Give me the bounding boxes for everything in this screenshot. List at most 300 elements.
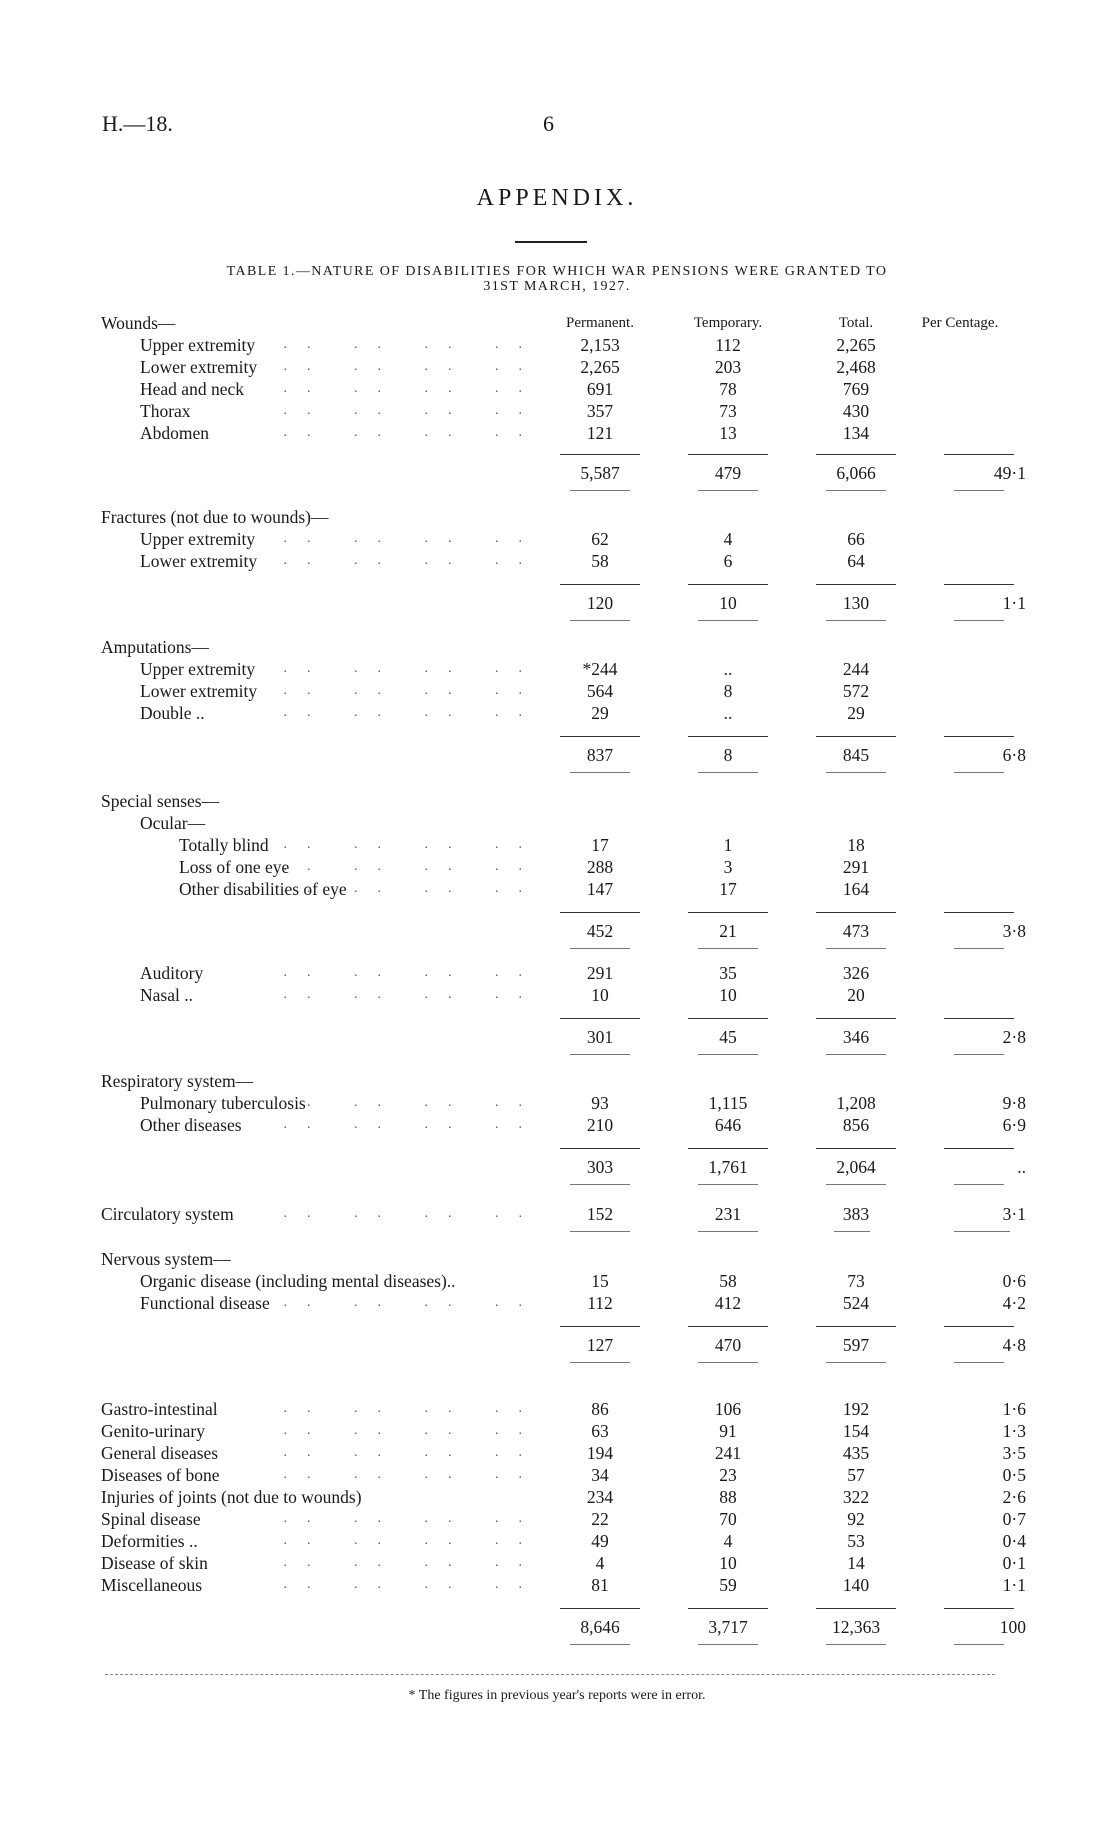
total-cell: 1,208 — [836, 1093, 876, 1113]
permanent-cell: 93 — [591, 1093, 609, 1113]
table-row — [0, 422, 1114, 444]
table-row — [0, 680, 1114, 702]
section-heading-row — [0, 1070, 1114, 1092]
table-row — [0, 1092, 1114, 1114]
permanent-cell: *244 — [582, 659, 618, 679]
row-label: Totally blind — [179, 835, 269, 855]
subtotal-rule-below — [570, 948, 630, 949]
table-row — [0, 1508, 1114, 1530]
row-label: Loss of one eye — [179, 857, 290, 877]
total-cell: 73 — [847, 1271, 865, 1291]
permanent-cell: 49 — [591, 1531, 609, 1551]
total-cell: 2,265 — [836, 335, 876, 355]
section-heading: Ocular— — [140, 813, 206, 833]
subtotal-rule-above — [688, 1018, 768, 1019]
total-cell: 64 — [847, 551, 865, 571]
row-label: Auditory — [140, 963, 204, 983]
row-label: Organic disease (including mental diseases).. — [140, 1271, 456, 1291]
subtotal-rule-below — [826, 948, 886, 949]
permanent-cell: 58 — [591, 551, 609, 571]
dot-leader: .. .. .. .. — [283, 1095, 542, 1110]
table-row — [0, 1486, 1114, 1508]
row-label: Other disabilities of eye — [179, 879, 347, 899]
subtotal-rule-below — [826, 1054, 886, 1055]
dot-leader: .. .. .. .. — [283, 1577, 542, 1592]
permanent-cell: 301 — [586, 1027, 614, 1047]
percentage-cell: 3·5 — [1002, 1443, 1026, 1463]
table-row — [0, 1420, 1114, 1442]
entry-rule-below — [834, 1231, 870, 1232]
subtotal-rule-above — [944, 454, 1014, 455]
permanent-cell: 357 — [586, 401, 614, 421]
dot-leader: .. .. .. .. — [283, 1555, 542, 1570]
temporary-cell: 17 — [719, 879, 737, 899]
subtotal-rule-above — [688, 736, 768, 737]
total-cell: 57 — [847, 1465, 865, 1485]
percentage-cell: 2·8 — [1002, 1027, 1026, 1047]
subtotal-rule-above — [944, 736, 1014, 737]
subtotal-rule-above — [816, 584, 896, 585]
dot-leader: .. .. .. .. — [283, 881, 542, 896]
temporary-cell: 10 — [719, 985, 737, 1005]
row-label: Lower extremity — [140, 681, 258, 701]
subtotal-rule-below — [698, 948, 758, 949]
subtotal-row — [0, 462, 1114, 484]
total-cell: 322 — [842, 1487, 870, 1507]
percentage-cell: 1·6 — [1002, 1399, 1026, 1419]
document-reference: H.—18. — [102, 111, 173, 136]
permanent-cell: 120 — [586, 593, 614, 613]
subtotal-rule-below — [570, 620, 630, 621]
subtotal-rule-below — [954, 948, 1004, 949]
section-heading: Amputations— — [101, 637, 209, 657]
section-heading-row — [0, 636, 1114, 658]
subtotal-row — [0, 592, 1114, 614]
subtotal-rule-above — [688, 1326, 768, 1327]
page-number: 6 — [543, 111, 554, 136]
permanent-cell: 837 — [586, 745, 614, 765]
temporary-cell: 45 — [719, 1027, 737, 1047]
total-cell: 769 — [842, 379, 870, 399]
section-heading-row — [0, 1248, 1114, 1270]
row-label: Functional disease — [140, 1293, 270, 1313]
subtotal-row — [0, 920, 1114, 942]
temporary-cell: 646 — [714, 1115, 742, 1135]
dot-leader: .. .. .. .. — [283, 1423, 542, 1438]
table-row — [0, 878, 1114, 900]
table-row — [0, 1530, 1114, 1552]
total-cell: 14 — [847, 1553, 865, 1573]
subtotal-rule-below — [954, 1644, 1004, 1645]
percentage-cell: 3·8 — [1002, 921, 1026, 941]
dot-leader: .. .. .. .. — [283, 987, 542, 1002]
subtotal-rule-above — [688, 454, 768, 455]
percentage-cell: 4·8 — [1002, 1335, 1026, 1355]
table-row — [0, 1114, 1114, 1136]
percentage-cell: 9·8 — [1002, 1093, 1026, 1113]
permanent-cell: 147 — [586, 879, 614, 899]
total-cell: 140 — [842, 1575, 870, 1595]
subtotal-rule-above — [944, 1018, 1014, 1019]
column-header-permanent: Permanent. — [566, 315, 634, 331]
temporary-cell: 1,115 — [708, 1093, 748, 1113]
column-header-temporary: Temporary. — [693, 315, 763, 331]
total-cell: 845 — [842, 745, 870, 765]
temporary-cell: 412 — [714, 1293, 742, 1313]
total-cell: 29 — [847, 703, 865, 723]
temporary-cell: 4 — [723, 1531, 733, 1551]
dot-leader: .. .. .. .. — [283, 1117, 542, 1132]
subtotal-rule-above — [560, 1608, 640, 1609]
permanent-cell: 15 — [591, 1271, 609, 1291]
temporary-cell: .. — [723, 659, 733, 679]
permanent-cell: 4 — [595, 1553, 605, 1573]
total-cell: 12,363 — [831, 1617, 881, 1637]
row-label: Upper extremity — [140, 335, 256, 355]
permanent-cell: 303 — [586, 1157, 614, 1177]
table-row — [0, 378, 1114, 400]
temporary-cell: 70 — [719, 1509, 737, 1529]
subtotal-rule-below — [570, 490, 630, 491]
permanent-cell: 5,587 — [580, 463, 620, 483]
total-cell: 6,066 — [836, 463, 876, 483]
temporary-cell: 106 — [714, 1399, 742, 1419]
subtotal-rule-above — [560, 912, 640, 913]
table-row — [0, 962, 1114, 984]
section-heading: Fractures (not due to wounds)— — [101, 507, 329, 527]
temporary-cell: 4 — [723, 529, 733, 549]
table-row — [0, 658, 1114, 680]
temporary-cell: 3 — [723, 857, 733, 877]
section-heading-row — [0, 790, 1114, 812]
permanent-cell: 452 — [586, 921, 614, 941]
subtotal-rule-below — [698, 1644, 758, 1645]
row-label: Injuries of joints (not due to wounds) — [101, 1487, 362, 1507]
dot-leader: .. .. .. .. — [283, 425, 542, 440]
table-caption-line-1: TABLE 1.—NATURE OF DISABILITIES FOR WHICH WAR PENSIONS WERE GRANTED TO — [226, 264, 888, 279]
table-row — [0, 1270, 1114, 1292]
permanent-cell: 291 — [586, 963, 614, 983]
row-label: Head and neck — [140, 379, 244, 399]
subtotal-row — [0, 1156, 1114, 1178]
percentage-cell: 100 — [999, 1617, 1026, 1637]
total-cell: 291 — [842, 857, 870, 877]
column-header-percentage: Per Centage. — [921, 315, 999, 331]
permanent-cell: 22 — [591, 1509, 609, 1529]
section-heading-row — [0, 812, 1114, 834]
permanent-cell: 81 — [591, 1575, 609, 1595]
table-row — [0, 1398, 1114, 1420]
total-cell: 383 — [842, 1204, 870, 1224]
subtotal-rule-above — [944, 1608, 1014, 1609]
total-cell: 346 — [842, 1027, 870, 1047]
temporary-cell: 58 — [719, 1271, 737, 1291]
subtotal-rule-above — [816, 1148, 896, 1149]
row-label: Other diseases — [140, 1115, 242, 1135]
row-label: General diseases — [101, 1443, 219, 1463]
percentage-cell: 6·9 — [1002, 1115, 1026, 1135]
permanent-cell: 34 — [591, 1465, 609, 1485]
table-row — [0, 1574, 1114, 1596]
dot-leader: .. .. .. .. — [283, 683, 542, 698]
total-cell: 18 — [847, 835, 865, 855]
permanent-cell: 194 — [586, 1443, 614, 1463]
temporary-cell: 73 — [719, 401, 737, 421]
table-row — [0, 1464, 1114, 1486]
temporary-cell: 78 — [719, 379, 737, 399]
subtotal-rule-below — [954, 1054, 1004, 1055]
total-cell: 66 — [847, 529, 865, 549]
subtotal-rule-below — [826, 1184, 886, 1185]
subtotal-row — [0, 1334, 1114, 1356]
subtotal-rule-below — [826, 772, 886, 773]
percentage-cell: 0·6 — [1002, 1271, 1026, 1291]
percentage-cell: 1·1 — [1002, 593, 1026, 613]
table-row — [0, 400, 1114, 422]
percentage-cell: 3·1 — [1002, 1204, 1026, 1224]
dot-leader: .. .. .. .. — [283, 1206, 542, 1221]
permanent-cell: 2,153 — [580, 335, 620, 355]
subtotal-rule-below — [826, 1362, 886, 1363]
subtotal-rule-below — [570, 772, 630, 773]
permanent-cell: 86 — [591, 1399, 609, 1419]
total-cell: 130 — [842, 593, 870, 613]
row-label: Upper extremity — [140, 659, 256, 679]
subtotal-rule-below — [954, 490, 1004, 491]
footnote: * The figures in previous year's reports were in error. — [408, 1688, 706, 1703]
row-label: Upper extremity — [140, 529, 256, 549]
subtotal-row — [0, 1616, 1114, 1638]
total-cell: 856 — [842, 1115, 870, 1135]
subtotal-rule-below — [570, 1362, 630, 1363]
row-label: Nasal .. — [140, 985, 193, 1005]
temporary-cell: 1,761 — [708, 1157, 748, 1177]
temporary-cell: 10 — [719, 593, 737, 613]
dot-leader: .. .. .. .. — [283, 531, 542, 546]
permanent-cell: 62 — [591, 529, 609, 549]
subtotal-rule-above — [816, 1326, 896, 1327]
subtotal-rule-below — [698, 620, 758, 621]
subtotal-rule-below — [570, 1184, 630, 1185]
dot-leader: .. .. .. .. — [283, 661, 542, 676]
subtotal-rule-below — [954, 620, 1004, 621]
subtotal-rule-above — [560, 584, 640, 585]
subtotal-rule-above — [944, 1326, 1014, 1327]
total-cell: 2,468 — [836, 357, 876, 377]
subtotal-rule-above — [816, 1018, 896, 1019]
table-row — [0, 356, 1114, 378]
dot-leader: .. .. .. .. — [283, 705, 542, 720]
percentage-cell: 0·4 — [1002, 1531, 1026, 1551]
total-cell: 326 — [842, 963, 870, 983]
temporary-cell: 13 — [719, 423, 737, 443]
row-label: Miscellaneous — [101, 1575, 203, 1595]
table-row — [0, 856, 1114, 878]
total-cell: 53 — [847, 1531, 865, 1551]
temporary-cell: 23 — [719, 1465, 737, 1485]
total-cell: 473 — [842, 921, 870, 941]
permanent-cell: 210 — [586, 1115, 614, 1135]
subtotal-rule-below — [698, 490, 758, 491]
total-cell: 572 — [842, 681, 870, 701]
dot-leader: .. .. .. .. — [283, 837, 542, 852]
percentage-cell: 0·1 — [1002, 1553, 1026, 1573]
temporary-cell: 112 — [715, 335, 741, 355]
permanent-cell: 288 — [586, 857, 614, 877]
row-label: Genito-urinary — [101, 1421, 205, 1441]
subtotal-rule-above — [560, 1326, 640, 1327]
table-row — [0, 1442, 1114, 1464]
table-row — [0, 984, 1114, 1006]
temporary-cell: 470 — [714, 1335, 742, 1355]
row-label: Abdomen — [140, 423, 210, 443]
subtotal-rule-below — [698, 1184, 758, 1185]
total-cell: 597 — [842, 1335, 870, 1355]
row-label: Deformities .. — [101, 1531, 198, 1551]
table-row — [0, 702, 1114, 724]
subtotal-rule-below — [698, 772, 758, 773]
subtotal-rule-below — [826, 490, 886, 491]
entry-rule-below — [570, 1231, 630, 1232]
dot-leader: .. .. .. .. — [283, 1467, 542, 1482]
permanent-cell: 17 — [591, 835, 609, 855]
permanent-cell: 29 — [591, 703, 609, 723]
total-cell: 154 — [842, 1421, 870, 1441]
subtotal-rule-below — [570, 1054, 630, 1055]
row-label: Circulatory system — [101, 1204, 234, 1224]
permanent-cell: 234 — [586, 1487, 614, 1507]
total-cell: 524 — [842, 1293, 870, 1313]
dot-leader: .. .. .. .. — [283, 1533, 542, 1548]
subtotal-rule-above — [688, 1608, 768, 1609]
dot-leader: .. .. .. .. — [283, 1511, 542, 1526]
table-row — [0, 834, 1114, 856]
section-heading: Special senses— — [101, 791, 220, 811]
temporary-cell: 1 — [723, 835, 733, 855]
total-cell: 2,064 — [836, 1157, 876, 1177]
permanent-cell: 691 — [586, 379, 614, 399]
percentage-cell: 1·1 — [1002, 1575, 1026, 1595]
subtotal-rule-above — [816, 1608, 896, 1609]
table-row — [0, 528, 1114, 550]
row-label: Diseases of bone — [101, 1465, 220, 1485]
entry-rule-below — [698, 1231, 758, 1232]
subtotal-rule-above — [944, 912, 1014, 913]
permanent-cell: 10 — [591, 985, 609, 1005]
subtotal-rule-below — [698, 1362, 758, 1363]
subtotal-rule-below — [826, 620, 886, 621]
subtotal-rule-above — [560, 1148, 640, 1149]
section-heading: Nervous system— — [101, 1249, 231, 1269]
section-heading-row — [0, 312, 1114, 334]
table-row — [0, 1203, 1114, 1225]
row-label: Lower extremity — [140, 551, 258, 571]
total-cell: 192 — [842, 1399, 870, 1419]
subtotal-rule-below — [954, 1184, 1004, 1185]
table-row — [0, 334, 1114, 356]
column-header-total: Total. — [838, 315, 874, 331]
total-cell: 20 — [847, 985, 865, 1005]
subtotal-rule-above — [560, 1018, 640, 1019]
dot-leader: .. .. .. .. — [283, 1401, 542, 1416]
temporary-cell: 10 — [719, 1553, 737, 1573]
row-label: Double .. — [140, 703, 205, 723]
subtotal-rule-below — [826, 1644, 886, 1645]
percentage-cell: .. — [1017, 1157, 1026, 1177]
temporary-cell: 241 — [714, 1443, 742, 1463]
percentage-cell: 49·1 — [993, 463, 1026, 483]
subtotal-rule-above — [816, 454, 896, 455]
temporary-cell: 8 — [723, 745, 733, 765]
dot-leader: .. .. .. .. — [283, 381, 542, 396]
table-row — [0, 1552, 1114, 1574]
total-cell: 244 — [842, 659, 870, 679]
entry-rule-below — [954, 1231, 1010, 1232]
subtotal-rule-below — [570, 1644, 630, 1645]
dot-leader: .. .. .. .. — [283, 359, 542, 374]
subtotal-rule-above — [688, 912, 768, 913]
row-label: Spinal disease — [101, 1509, 201, 1529]
subtotal-rule-above — [816, 912, 896, 913]
section-heading: Respiratory system— — [101, 1071, 254, 1091]
dot-leader: .. .. .. .. — [283, 859, 542, 874]
total-cell: 164 — [842, 879, 870, 899]
temporary-cell: 88 — [719, 1487, 737, 1507]
permanent-cell: 112 — [587, 1293, 613, 1313]
temporary-cell: 35 — [719, 963, 737, 983]
temporary-cell: 8 — [723, 681, 733, 701]
subtotal-rule-above — [560, 736, 640, 737]
subtotal-row — [0, 1026, 1114, 1048]
percentage-cell: 2·6 — [1002, 1487, 1026, 1507]
subtotal-rule-below — [954, 1362, 1004, 1363]
dot-leader: .. .. .. .. — [283, 403, 542, 418]
row-label: Disease of skin — [101, 1553, 208, 1573]
percentage-cell: 0·7 — [1002, 1509, 1026, 1529]
permanent-cell: 63 — [591, 1421, 609, 1441]
row-label: Lower extremity — [140, 357, 258, 377]
section-heading-row — [0, 506, 1114, 528]
temporary-cell: 59 — [719, 1575, 737, 1595]
total-cell: 134 — [842, 423, 870, 443]
temporary-cell: 479 — [714, 463, 742, 483]
percentage-cell: 6·8 — [1002, 745, 1026, 765]
temporary-cell: 6 — [723, 551, 733, 571]
section-heading: Wounds— — [101, 313, 176, 333]
subtotal-rule-above — [688, 1148, 768, 1149]
total-cell: 435 — [842, 1443, 870, 1463]
table-caption-line-2: 31ST MARCH, 1927. — [483, 279, 631, 294]
table-row — [0, 550, 1114, 572]
percentage-cell: 1·3 — [1002, 1421, 1026, 1441]
subtotal-rule-below — [698, 1054, 758, 1055]
dot-leader: .. .. .. .. — [283, 1445, 542, 1460]
total-cell: 430 — [842, 401, 870, 421]
temporary-cell: .. — [723, 703, 733, 723]
dot-leader: .. .. .. .. — [283, 1295, 542, 1310]
subtotal-rule-above — [560, 454, 640, 455]
table-bottom-rule — [105, 1674, 995, 1675]
permanent-cell: 127 — [586, 1335, 614, 1355]
temporary-cell: 91 — [719, 1421, 737, 1441]
percentage-cell: 4·2 — [1002, 1293, 1026, 1313]
subtotal-rule-below — [954, 772, 1004, 773]
permanent-cell: 564 — [586, 681, 614, 701]
subtotal-row — [0, 744, 1114, 766]
temporary-cell: 21 — [719, 921, 737, 941]
permanent-cell: 152 — [586, 1204, 614, 1224]
temporary-cell: 3,717 — [708, 1617, 748, 1637]
